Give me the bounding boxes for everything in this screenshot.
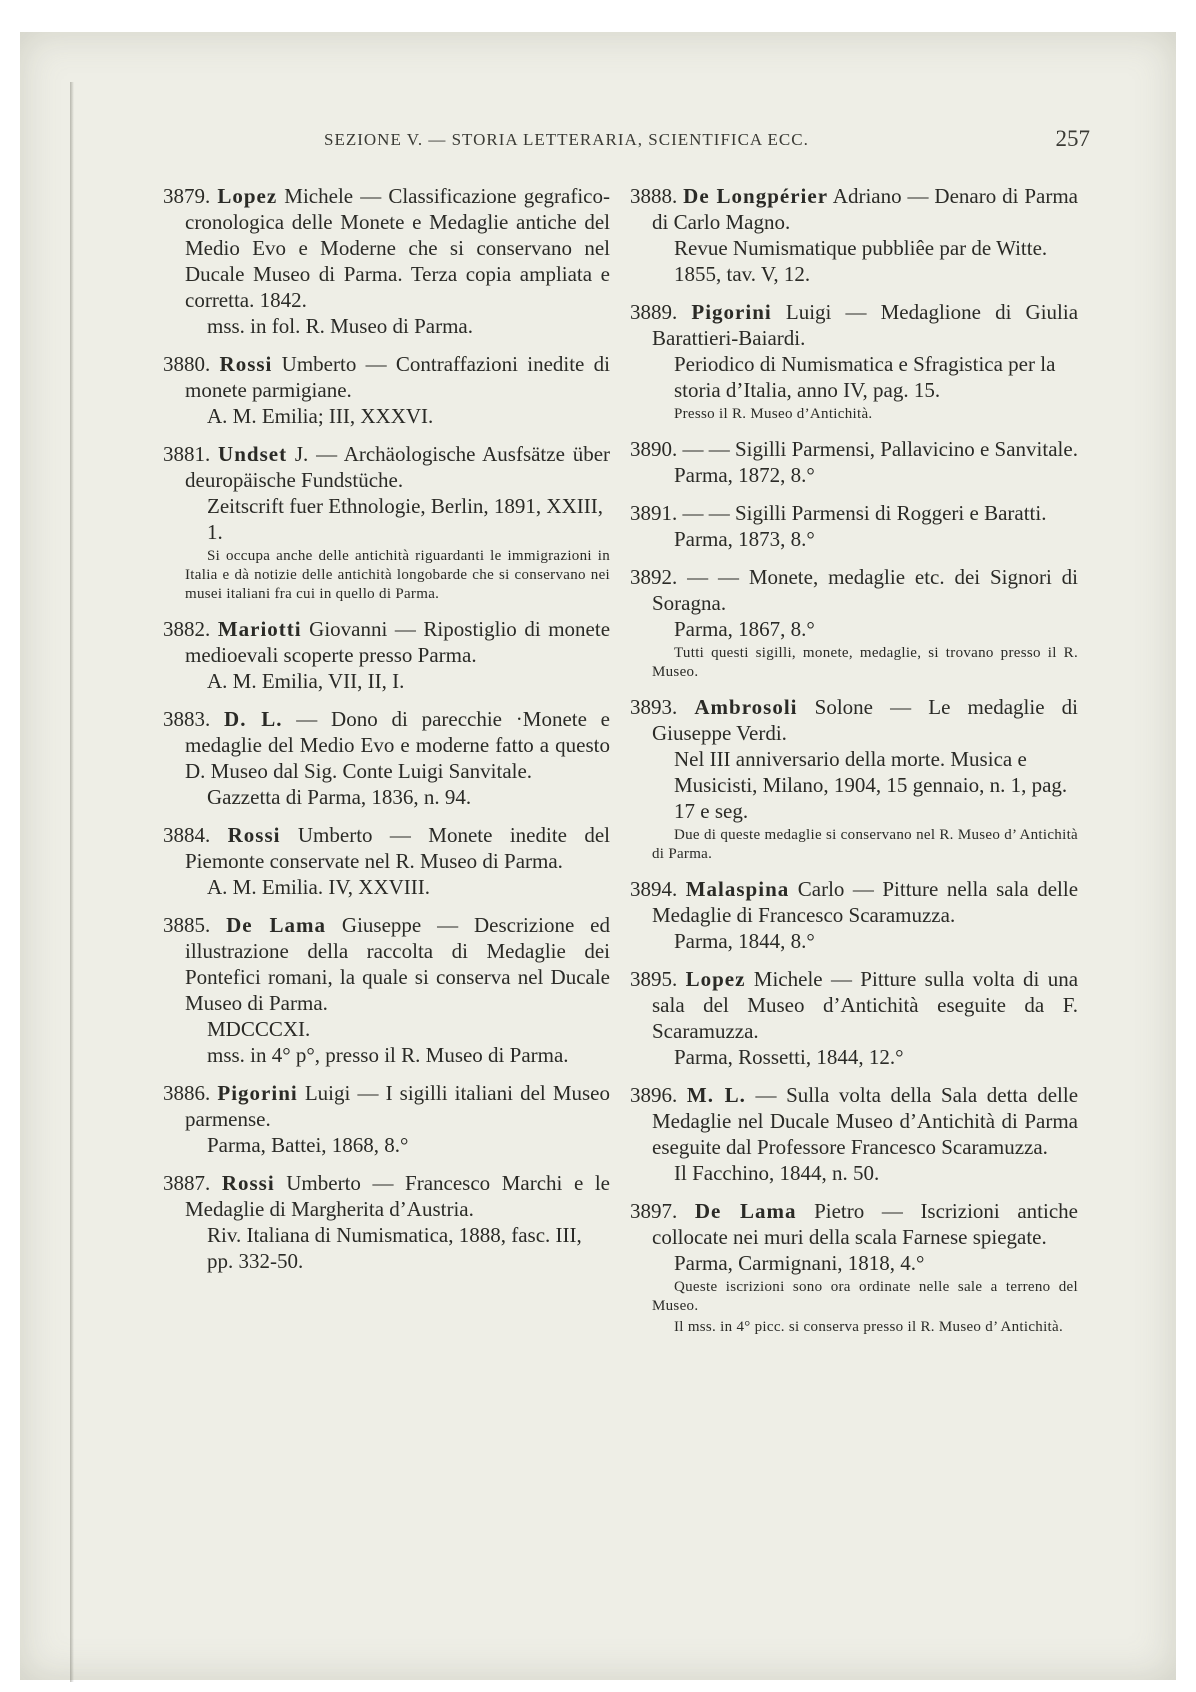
bibliography-entry — [163, 441, 610, 604]
entry-author: Pigorini — [217, 1081, 298, 1105]
entry-main-text — [163, 351, 610, 403]
entry-author: Rossi — [227, 823, 281, 847]
entry-author: De Lama — [694, 1199, 797, 1223]
entry-number: 3893. — [630, 695, 678, 719]
entry-source: Parma, 1873, 8.° — [674, 527, 815, 551]
entry-author: Rossi — [221, 1171, 275, 1195]
entry-note: Tutti questi sigilli, monete, medaglie, si trovano presso il R. Museo. — [652, 645, 1078, 680]
entry-title: Solone — Le medaglie di Giuseppe Verdi. — [652, 695, 1078, 745]
entry-main-text — [163, 1170, 610, 1222]
bibliography-entry — [630, 183, 1078, 287]
entry-main-text — [630, 1082, 1078, 1160]
entry-source: Nel III anniversario della morte. Musica e Musicisti, Milano, 1904, 15 gennaio, n. 1, pag. 17 e seg. — [674, 747, 1068, 823]
entry-number: 3879. — [163, 184, 211, 208]
bibliography-entry — [163, 1080, 610, 1158]
entry-source: Parma, 1844, 8.° — [674, 929, 815, 953]
entry-author: Pigorini — [691, 300, 772, 324]
entry-author: Rossi — [219, 352, 273, 376]
entry-author: Mariotti — [217, 617, 302, 641]
entry-author: D. L. — [224, 707, 283, 731]
entry-author: Undset — [218, 442, 288, 466]
entry-main-text — [630, 694, 1078, 746]
entry-number: 3896. — [630, 1083, 678, 1107]
entry-source: MDCCCXI. — [207, 1017, 311, 1041]
entry-title: — Dono di parecchie ·Monete e medaglie del Medio Evo e moderne fatto a questo D. Museo dal Sig. Conte Luigi Sanvitale. — [185, 707, 611, 783]
entry-note: Il mss. in 4° picc. si conserva presso il R. Museo d’ Antichità. — [674, 1319, 1064, 1335]
entry-main-text — [630, 876, 1078, 928]
entry-source: A. M. Emilia; III, XXXVI. — [207, 404, 434, 428]
entry-number: 3887. — [163, 1171, 211, 1195]
entry-number: 3890. — [630, 437, 678, 461]
entry-source: Parma, 1872, 8.° — [674, 463, 815, 487]
entry-title: Giovanni — Ripostiglio di monete medioevali scoperte presso Parma. — [185, 617, 611, 667]
entry-number: 3892. — [630, 565, 678, 589]
entry-title: — Sulla volta della Sala detta delle Medaglie nel Ducale Museo d’Antichità di Parma eseguite dal Professore Francesco Scaramuzza. — [652, 1083, 1079, 1159]
entry-number: 3882. — [163, 617, 211, 641]
entry-title: — — Sigilli Parmensi, Pallavicino e Sanvitale. — [682, 437, 1078, 461]
entry-title: Luigi — Medaglione di Giulia Barattieri-Baiardi. — [652, 300, 1079, 350]
entry-source: Zeitscrift fuer Ethnologie, Berlin, 1891, XXIII, 1. — [207, 494, 603, 544]
entry-main-text — [163, 1080, 610, 1132]
entry-author: De Lama — [226, 913, 327, 937]
entry-number: 3891. — [630, 501, 678, 525]
bibliography-entry — [630, 500, 1078, 552]
entry-title: Carlo — Pitture nella sala delle Medaglie di Francesco Scaramuzza. — [652, 877, 1079, 927]
entry-source: Parma, 1867, 8.° — [674, 617, 815, 641]
entry-author: Lopez — [685, 967, 746, 991]
entry-number: 3883. — [163, 707, 211, 731]
bibliography-entry — [630, 876, 1078, 954]
left-column — [163, 183, 610, 1286]
entry-source: Periodico di Numismatica e Sfragistica per la storia d’Italia, anno IV, pag. 15. — [674, 352, 1056, 402]
entry-number: 3897. — [630, 1199, 678, 1223]
entry-main-text — [163, 183, 610, 313]
entry-source: Il Facchino, 1844, n. 50. — [674, 1161, 880, 1185]
entry-title: Luigi — I sigilli italiani del Museo parmense. — [185, 1081, 611, 1131]
bibliography-entry — [163, 351, 610, 429]
bibliography-entry — [163, 912, 610, 1068]
bibliography-entry — [630, 1082, 1078, 1186]
bibliography-entry — [630, 436, 1078, 488]
entry-note: Queste iscrizioni sono ora ordinate nelle sale a terreno del Museo. — [652, 1279, 1078, 1314]
entry-source: A. M. Emilia. IV, XXVIII. — [207, 875, 431, 899]
entry-title: Umberto — Francesco Marchi e le Medaglie di Margherita d’Austria. — [185, 1171, 611, 1221]
entry-number: 3880. — [163, 352, 211, 376]
entry-source: mss. in fol. R. Museo di Parma. — [207, 314, 473, 338]
entry-source: Revue Numismatique pubbliêe par de Witte. 1855, tav. V, 12. — [674, 236, 1048, 286]
entry-main-text — [630, 436, 1078, 462]
bibliography-entry — [163, 1170, 610, 1274]
bibliography-entry — [630, 966, 1078, 1070]
entry-main-text — [630, 299, 1078, 351]
entry-author: De Longpérier — [683, 184, 829, 208]
entry-author: Lopez — [217, 184, 278, 208]
entry-source: Parma, Battei, 1868, 8.° — [207, 1133, 409, 1157]
entry-number: 3895. — [630, 967, 678, 991]
entry-title: Pietro — Iscrizioni antiche collocate nei muri della scala Farnese spiegate. — [652, 1199, 1078, 1249]
page-number: 257 — [1055, 126, 1090, 151]
entry-number: 3889. — [630, 300, 678, 324]
entry-title: Michele — Classificazione gegrafico-cronologica delle Monete e Medaglie antiche del Medio Evo e Moderne che si conservano nel Ducale Museo di Parma. Terza copia ampliata e corretta. 1842. — [185, 184, 610, 312]
right-column — [630, 183, 1078, 1349]
entry-main-text — [163, 822, 610, 874]
entry-number: 3888. — [630, 184, 678, 208]
entry-main-text — [630, 966, 1078, 1044]
bibliography-entry — [163, 706, 610, 810]
entry-note: Due di queste medaglie si conservano nel R. Museo d’ Antichità di Parma. — [652, 827, 1078, 862]
entry-main-text — [163, 706, 610, 784]
running-header — [60, 126, 1090, 156]
entry-title: Adriano — Denaro di Parma di Carlo Magno. — [652, 184, 1078, 234]
entry-title: J. — Archäologische Ausfsätze über deuropäische Fundstüche. — [185, 442, 611, 492]
entry-note: Presso il R. Museo d’Antichità. — [674, 406, 873, 422]
entry-number: 3885. — [163, 913, 211, 937]
page-fold-shadow — [70, 82, 74, 1682]
entry-author: Malaspina — [685, 877, 790, 901]
entry-title: Giuseppe — Descrizione ed illustrazione della raccolta di Medaglie dei Pontefici romani, la quale si conserva nel Ducale Museo di Parma. — [185, 913, 610, 1015]
bibliography-entry — [163, 822, 610, 900]
bibliography-entry — [630, 694, 1078, 864]
bibliography-entry — [163, 183, 610, 339]
entry-note: Si occupa anche delle antichità riguardanti le immigrazioni in Italia e dà notizie delle antichità longobarde che si conservano nei musei italiani fra cui in quello di Parma. — [185, 548, 610, 602]
bibliography-entry — [630, 1198, 1078, 1337]
entry-main-text — [630, 500, 1078, 526]
entry-main-text — [163, 441, 610, 493]
entry-source: mss. in 4° p°, presso il R. Museo di Parma. — [207, 1043, 569, 1067]
entry-source: Parma, Rossetti, 1844, 12.° — [674, 1045, 904, 1069]
entry-title: Michele — Pitture sulla volta di una sala del Museo d’Antichità eseguite da F. Scaramuzza. — [652, 967, 1079, 1043]
entry-source: Riv. Italiana di Numismatica, 1888, fasc. III, pp. 332-50. — [207, 1223, 582, 1273]
entry-title: — — Monete, medaglie etc. dei Signori di Soragna. — [652, 565, 1079, 615]
entry-title: Umberto — Monete inedite del Piemonte conservate nel R. Museo di Parma. — [185, 823, 611, 873]
entry-main-text — [163, 616, 610, 668]
entry-author: Ambrosoli — [694, 695, 798, 719]
entry-main-text — [630, 183, 1078, 235]
entry-source: Gazzetta di Parma, 1836, n. 94. — [207, 785, 472, 809]
entry-source: Parma, Carmignani, 1818, 4.° — [674, 1251, 925, 1275]
entry-source: A. M. Emilia, VII, II, I. — [207, 669, 405, 693]
entry-number: 3881. — [163, 442, 211, 466]
entry-number: 3884. — [163, 823, 211, 847]
entry-title: Umberto — Contraffazioni inedite di monete parmigiane. — [185, 352, 610, 402]
entry-author: M. L. — [686, 1083, 746, 1107]
entry-title: — — Sigilli Parmensi di Roggeri e Baratti. — [682, 501, 1047, 525]
bibliography-entry — [630, 299, 1078, 424]
entry-main-text — [630, 1198, 1078, 1250]
bibliography-entry — [630, 564, 1078, 682]
bibliography-entry — [163, 616, 610, 694]
entry-number: 3886. — [163, 1081, 211, 1105]
running-title: SEZIONE V. — STORIA LETTERARIA, SCIENTIFICA ECC. — [324, 130, 809, 149]
entry-main-text — [163, 912, 610, 1016]
entry-number: 3894. — [630, 877, 678, 901]
entry-main-text — [630, 564, 1078, 616]
